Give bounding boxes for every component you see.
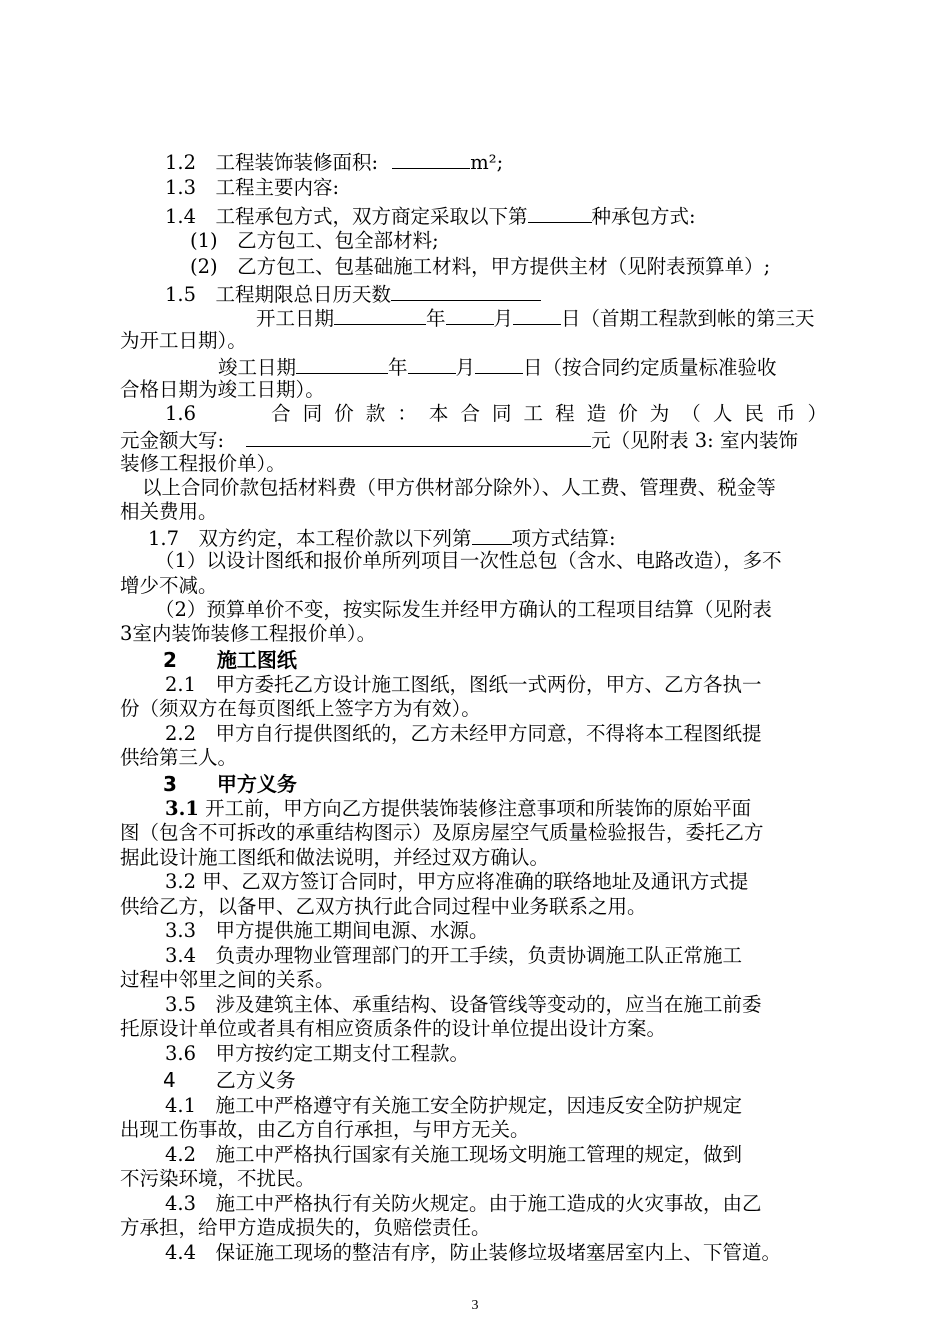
clause-1-6-note-cont: 相关费用。	[120, 500, 218, 523]
blank-end-day	[475, 353, 523, 374]
page-number: 3	[471, 1298, 479, 1313]
blank-start-month	[446, 304, 494, 325]
clause-3-6: 3.6 甲方按约定工期支付工程款。	[165, 1042, 470, 1065]
clause-2-1: 2.1 甲方委托乙方设计施工图纸，图纸一式两份，甲方、乙方各执一	[165, 673, 762, 696]
section-2-heading: 2 施工图纸	[163, 648, 297, 672]
clause-3-5-cont: 托原设计单位或者具有相应资质条件的设计单位提出设计方案。	[120, 1017, 667, 1040]
clause-1-5: 1.5 工程期限总日历天数	[120, 280, 832, 308]
end-date-cont: 合格日期为竣工日期）。	[120, 378, 325, 401]
start-date-cont: 为开工日期）。	[120, 329, 247, 352]
option-1: (1) 乙方包工、包全部材料;	[190, 229, 439, 252]
clause-3-1-cont-b: 据此设计施工图纸和做法说明，并经过双方确认。	[120, 846, 550, 869]
clause-4-2-cont: 不污染环境，不扰民。	[120, 1167, 316, 1190]
blank-start-day	[513, 304, 561, 325]
clause-3-1-cont-a: 图（包含不可拆改的承重结构图示）及原房屋空气质量检验报告，委托乙方	[120, 821, 764, 844]
blank-area	[392, 148, 470, 169]
clause-1-4: 1.4 工程承包方式，双方商定采取以下第 种承包方式:	[120, 202, 832, 230]
clause-1-7: 1.7 双方约定，本工程价款以下列第 项方式结算:	[120, 524, 832, 552]
method-1: （1）以设计图纸和报价单所列项目一次性总包（含水、电路改造），多不	[155, 549, 782, 572]
blank-method	[528, 202, 592, 223]
start-date-line: 开工日期 年 月 日（首期工程款到帐的第三天	[120, 304, 832, 332]
clause-2-1-cont: 份（须双方在每页图纸上签字方为有效）。	[120, 697, 481, 720]
blank-start-year	[334, 304, 426, 325]
method-1-cont: 增少不减。	[120, 574, 218, 597]
clause-1-2: 1.2 工程装饰装修面积: m²;	[120, 148, 832, 176]
clause-4-3: 4.3 施工中严格执行有关防火规定。由于施工造成的火灾事故，由乙	[165, 1192, 762, 1215]
blank-end-year	[296, 353, 388, 374]
method-2: （2）预算单价不变，按实际发生并经甲方确认的工程项目结算（见附表	[155, 598, 772, 621]
option-2: (2) 乙方包工、包基础施工材料，甲方提供主材（见附表预算单）;	[190, 255, 771, 278]
method-2-cont: 3室内装饰装修工程报价单）。	[120, 622, 377, 645]
clause-1-6-amount: 元金额大写: 元（见附表 3: 室内装饰	[120, 426, 832, 454]
clause-3-2: 3.2 甲、乙双方签订合同时，甲方应将准确的联络地址及通讯方式提	[165, 870, 749, 893]
clause-1-6-note: 以上合同价款包括材料费（甲方供材部分除外）、人工费、管理费、税金等	[142, 476, 776, 499]
clause-4-4: 4.4 保证施工现场的整洁有序，防止装修垃圾堵塞居室内上、下管道。	[165, 1241, 782, 1264]
clause-1-3: 1.3 工程主要内容:	[165, 176, 340, 199]
clause-3-3: 3.3 甲方提供施工期间电源、水源。	[165, 919, 489, 942]
clause-4-1: 4.1 施工中严格遵守有关施工安全防护规定，因违反安全防护规定	[165, 1094, 743, 1117]
clause-3-2-cont: 供给乙方，以备甲、乙双方执行此合同过程中业务联系之用。	[120, 895, 647, 918]
clause-2-2-cont: 供给第三人。	[120, 746, 238, 769]
blank-days	[391, 280, 541, 301]
clause-3-5: 3.5 涉及建筑主体、承重结构、设备管线等变动的，应当在施工前委	[165, 993, 762, 1016]
clause-3-4-cont: 过程中邻里之间的关系。	[120, 968, 335, 991]
clause-1-6-cont: 装修工程报价单）。	[120, 452, 286, 475]
end-date-line: 竣工日期 年 月 日（按合同约定质量标准验收	[120, 353, 832, 381]
blank-settlement	[472, 524, 512, 545]
blank-amount	[246, 426, 591, 447]
section-4-heading: 4 乙方义务	[163, 1068, 296, 1092]
clause-3-1: 3.1 开工前，甲方向乙方提供装饰装修注意事项和所装饰的原始平面	[165, 797, 752, 820]
clause-4-1-cont: 出现工伤事故，由乙方自行承担，与甲方无关。	[120, 1118, 530, 1141]
clause-1-6: 1.6 合同价款：本合同工程造价为（人民币）	[165, 402, 827, 425]
clause-2-2: 2.2 甲方自行提供图纸的，乙方未经甲方同意，不得将本工程图纸提	[165, 722, 762, 745]
section-3-heading: 3 甲方义务	[163, 772, 297, 796]
blank-end-month	[408, 353, 456, 374]
clause-4-2: 4.2 施工中严格执行国家有关施工现场文明施工管理的规定，做到	[165, 1143, 743, 1166]
clause-4-3-cont: 方承担，给甲方造成损失的，负赔偿责任。	[120, 1216, 491, 1239]
clause-3-4: 3.4 负责办理物业管理部门的开工手续，负责协调施工队正常施工	[165, 944, 743, 967]
